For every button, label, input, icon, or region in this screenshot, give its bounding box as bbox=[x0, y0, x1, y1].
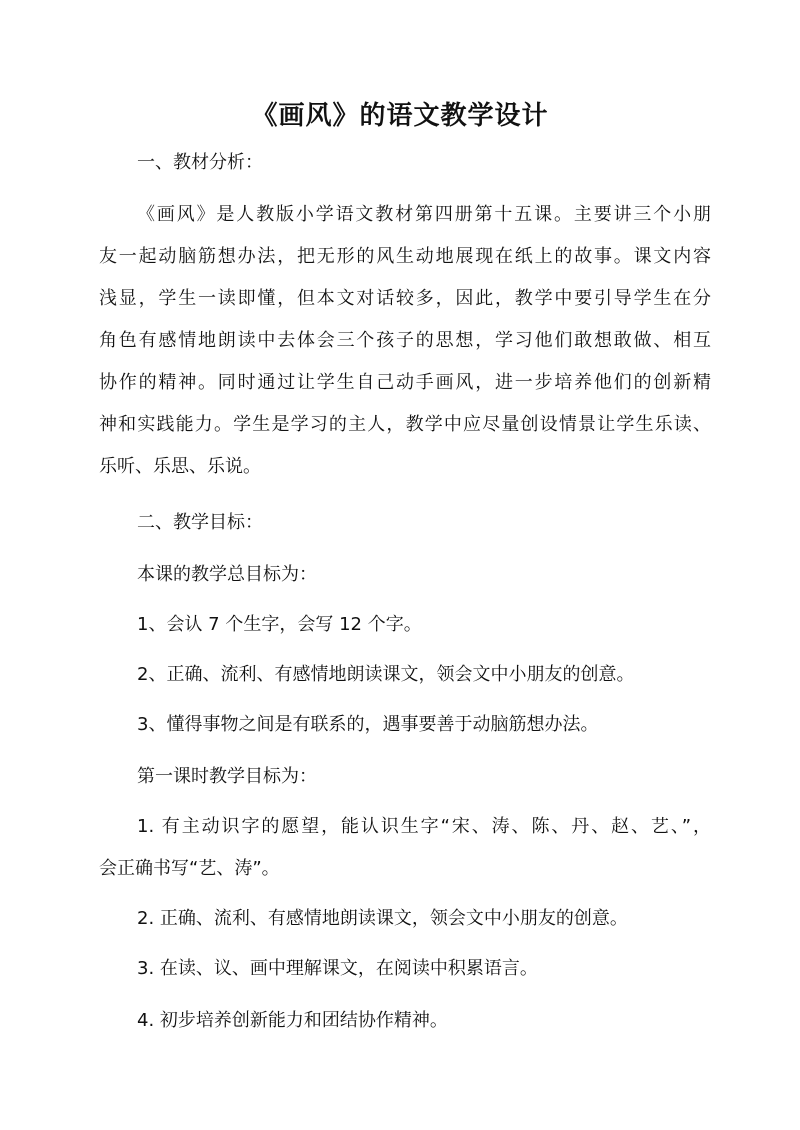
lesson1-goal-item bbox=[99, 814, 711, 898]
paragraph-line: 神和实践能力。学生是学习的主人，教学中应尽量创设情景让学生乐读、 bbox=[99, 414, 711, 435]
paragraph-line: 乐听、乐思、乐说。 bbox=[99, 456, 261, 477]
lesson1-goal-line: 1. 有主动识字的愿望，能认识生字“宋、涛、陈、丹、赵、艺、”， bbox=[137, 816, 711, 837]
section-heading-textbook-analysis: 一、教材分析： bbox=[137, 152, 263, 173]
paragraph-line: 友一起动脑筋想办法，把无形的风生动地展现在纸上的故事。课文内容 bbox=[99, 246, 711, 267]
lesson1-goal-line: 会正确书写“艺、涛”。 bbox=[99, 858, 280, 879]
lesson1-goal-item: 2. 正确、流利、有感情地朗读课文，领会文中小朋友的创意。 bbox=[137, 908, 628, 929]
overall-goal-item: 1、会认 7 个生字，会写 12 个字。 bbox=[137, 614, 422, 635]
paragraph-line: 协作的精神。同时通过让学生自己动手画风，进一步培养他们的创新精 bbox=[99, 372, 711, 393]
textbook-analysis-paragraph bbox=[99, 202, 711, 496]
overall-goal-item: 3、懂得事物之间是有联系的，遇事要善于动脑筋想办法。 bbox=[137, 714, 599, 735]
paragraph-line: 《画风》是人教版小学语文教材第四册第十五课。主要讲三个小朋 bbox=[137, 204, 711, 225]
overall-goal-item: 2、正确、流利、有感情地朗读课文，领会文中小朋友的创意。 bbox=[137, 664, 635, 685]
lesson1-goal-item: 3. 在读、议、画中理解课文，在阅读中积累语言。 bbox=[137, 958, 538, 979]
paragraph-line: 角色有感情地朗读中去体会三个孩子的思想，学习他们敢想敢做、相互 bbox=[99, 330, 711, 351]
overall-goals-heading: 本课的教学总目标为： bbox=[137, 564, 317, 585]
document-title: 《画风》的语文教学设计 bbox=[251, 101, 549, 131]
section-heading-teaching-goals: 二、教学目标： bbox=[137, 512, 263, 533]
paragraph-line: 浅显，学生一读即懂，但本文对话较多，因此，教学中要引导学生在分 bbox=[99, 288, 711, 309]
lesson1-goals-heading: 第一课时教学目标为： bbox=[137, 766, 317, 787]
lesson1-goal-item: 4. 初步培养创新能力和团结协作精神。 bbox=[137, 1010, 448, 1031]
